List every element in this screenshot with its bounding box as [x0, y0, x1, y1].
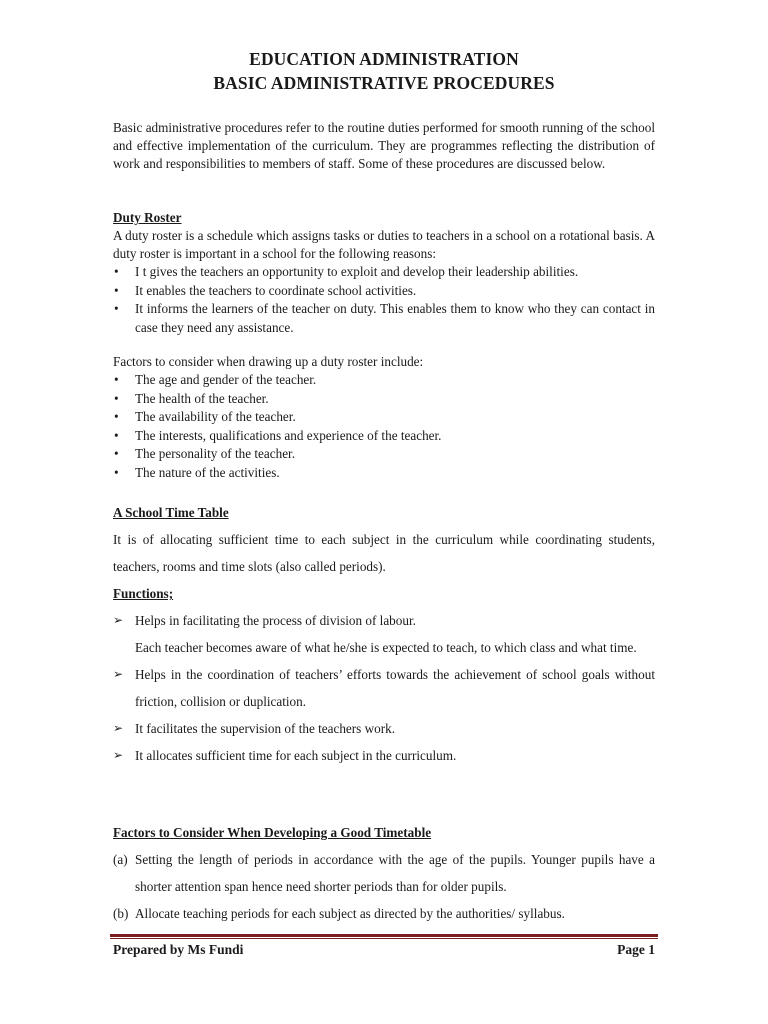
- footer-author: Prepared by Ms Fundi: [113, 942, 244, 957]
- bullet-icon: •: [114, 464, 119, 480]
- list-item: (a) Setting the length of periods in accordance with the age of the pupils. Younger pupils have a shorter attention span hence need shorter periods than for older pupils.: [113, 846, 655, 900]
- list-item: ➢ Helps in facilitating the process of division of labour.: [113, 607, 655, 634]
- functions-list-continued: [113, 661, 655, 769]
- list-item: • It enables the teachers to coordinate school activities.: [113, 282, 655, 301]
- functions-list: [113, 607, 655, 634]
- list-item: • The health of the teacher.: [113, 390, 655, 409]
- duty-roster-factors-intro: Factors to consider when drawing up a duty roster include:: [113, 354, 424, 369]
- bullet-icon: •: [114, 264, 119, 279]
- intro-paragraph: Basic administrative procedures refer to the routine duties performed for smooth running of the school and effective implementation of the curriculum. They are programmes reflecting the distribution of work and responsibilities to members of staff. Some of these procedures are discussed below.: [113, 120, 655, 171]
- duty-roster-heading: Duty Roster: [113, 210, 182, 225]
- good-timetable-heading: Factors to Consider When Developing a Good Timetable: [113, 825, 432, 840]
- list-item: ➢ Helps in the coordination of teachers’ efforts towards the achievement of school goals without friction, collision or duplication.: [113, 661, 655, 715]
- functions-heading: Functions;: [113, 586, 174, 601]
- list-item: • It informs the learners of the teacher on duty. This enables them to know who they can contact in case they need any assistance.: [114, 301, 655, 335]
- timetable-heading: A School Time Table: [113, 505, 229, 520]
- list-item: ➢ It allocates sufficient time for each subject in the curriculum.: [113, 742, 655, 769]
- item-label: (b): [113, 906, 129, 921]
- duty-roster-reasons-list: [113, 263, 655, 337]
- list-item: • The personality of the teacher.: [113, 445, 655, 464]
- bullet-icon: •: [114, 409, 119, 425]
- page-number: Page 1: [617, 942, 655, 957]
- duty-roster-factors-section: [113, 353, 655, 483]
- list-item: • The age and gender of the teacher.: [113, 371, 655, 390]
- list-item: • The interests, qualifications and experience of the teacher.: [113, 427, 655, 446]
- bullet-icon: •: [114, 301, 119, 317]
- good-timetable-list: [113, 846, 655, 927]
- function-continuation: Each teacher becomes aware of what he/she is expected to teach, to which class and what time.: [135, 640, 637, 655]
- list-item: • The nature of the activities.: [113, 464, 655, 483]
- page-footer: [113, 942, 655, 958]
- bullet-icon: •: [114, 390, 119, 406]
- duty-roster-factors-list: [113, 371, 655, 483]
- footer-divider: [110, 934, 658, 937]
- list-item: • I t gives the teachers an opportunity to exploit and develop their leadership abilities.: [113, 263, 655, 282]
- document-subtitle: BASIC ADMINISTRATIVE PROCEDURES: [213, 73, 555, 93]
- footer-divider-thin: [110, 938, 658, 939]
- item-label: (a): [113, 852, 128, 867]
- timetable-section: [113, 499, 655, 769]
- bullet-icon: •: [114, 427, 119, 443]
- bullet-icon: •: [114, 282, 119, 298]
- arrow-bullet-icon: ➢: [113, 667, 124, 681]
- bullet-icon: •: [114, 446, 119, 462]
- list-item: (b) Allocate teaching periods for each subject as directed by the authorities/ syllabus.: [113, 900, 655, 927]
- list-item: ➢ It facilitates the supervision of the teachers work.: [113, 715, 655, 742]
- timetable-text: It is of allocating sufficient time to each subject in the curriculum while coordinating students, teachers, rooms and time slots (also called periods).: [113, 532, 655, 574]
- duty-roster-section: [113, 209, 655, 337]
- document-title: EDUCATION ADMINISTRATION: [249, 49, 519, 69]
- good-timetable-section: [113, 819, 655, 927]
- list-item: • The availability of the teacher.: [113, 408, 655, 427]
- arrow-bullet-icon: ➢: [113, 613, 124, 627]
- duty-roster-text: A duty roster is a schedule which assigns tasks or duties to teachers in a school on a rotational basis. A duty roster is important in a school for the following reasons:: [113, 228, 655, 261]
- arrow-bullet-icon: ➢: [113, 721, 124, 735]
- arrow-bullet-icon: ➢: [113, 748, 124, 762]
- bullet-icon: •: [114, 372, 119, 387]
